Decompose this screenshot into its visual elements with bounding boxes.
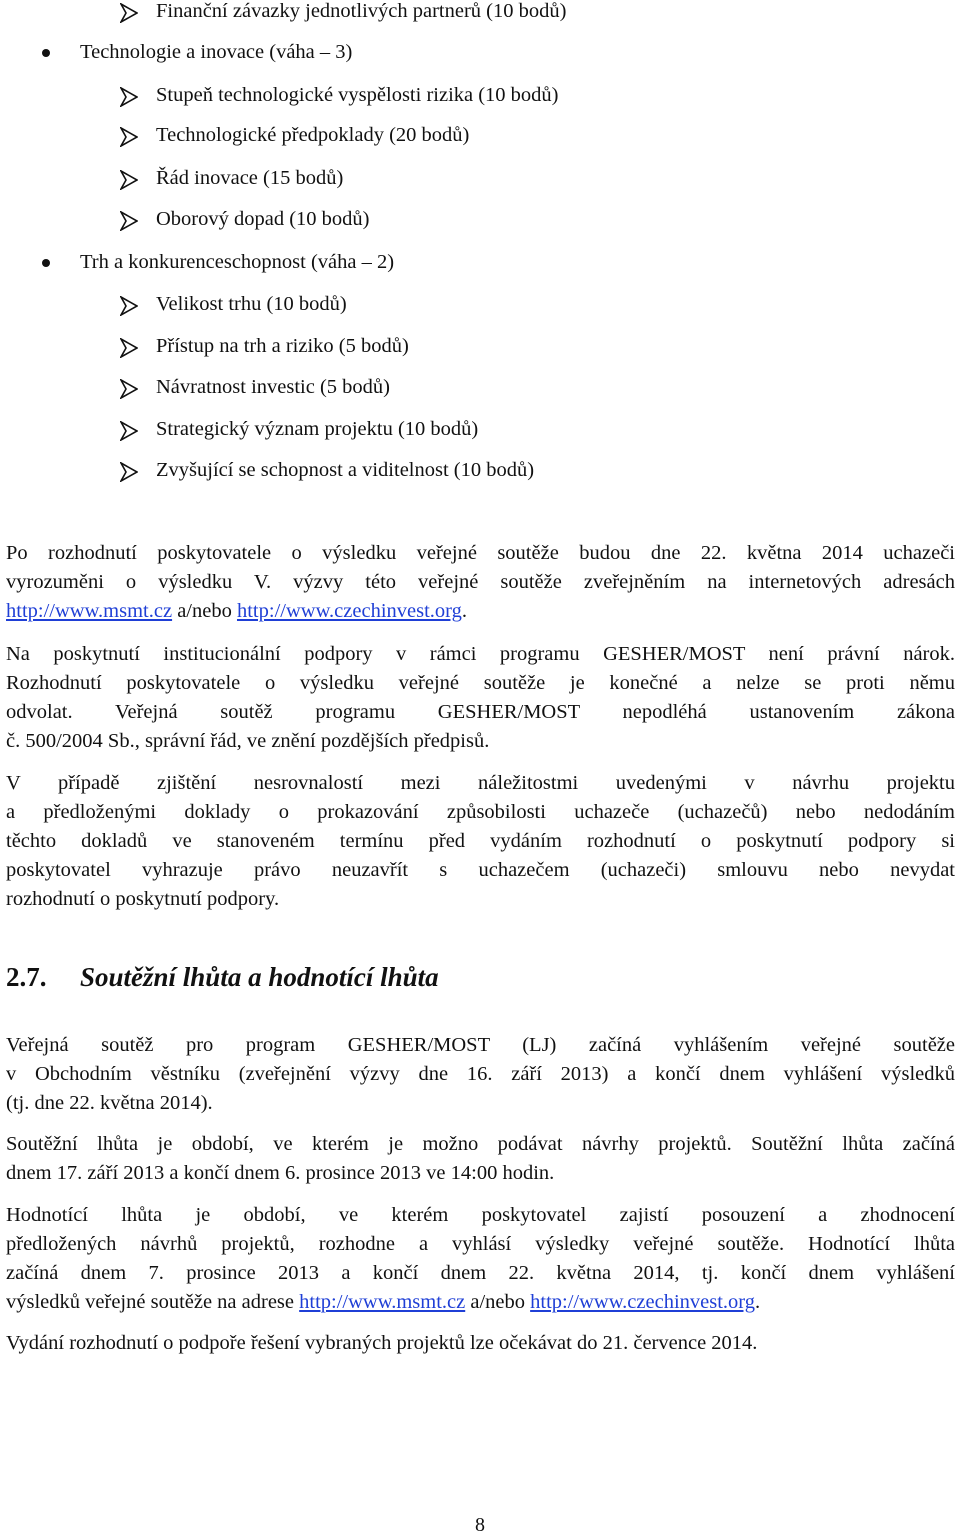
sentence-end: . bbox=[461, 600, 467, 622]
paragraph-line: č. 500/2004 Sb., správní řád, ve znění pozdějších předpisů. bbox=[6, 730, 490, 752]
list-item: Přístup na trh a riziko (5 bodů) bbox=[156, 335, 409, 357]
list-item: Strategický význam projektu (10 bodů) bbox=[156, 418, 479, 440]
paragraph-line: V případě zjištění nesrovnalostí mezi náležitostmi uvedenými v návrhu projektu bbox=[6, 772, 955, 794]
paragraph-line: těchto dokladů ve stanoveném termínu před vydáním rozhodnutí o poskytnutí podpory si bbox=[6, 830, 955, 852]
paragraph-line: poskytovatel vyhrazuje právo neuzavřít s uchazečem (uchazeči) smlouvu nebo nevydat bbox=[6, 859, 955, 881]
bullet-disc-icon bbox=[42, 49, 50, 57]
paragraph-line: Po rozhodnutí poskytovatele o výsledku veřejné soutěže budou dne 22. května 2014 uchazeči bbox=[6, 542, 955, 564]
paragraph-line bbox=[6, 600, 467, 623]
paragraph-line: Na poskytnutí institucionální podpory v rámci programu GESHER/MOST není právní nárok. bbox=[6, 643, 955, 665]
list-item: Návratnost investic (5 bodů) bbox=[156, 376, 390, 398]
arrowhead-icon bbox=[120, 421, 138, 441]
arrowhead-icon bbox=[120, 3, 138, 23]
msmt-link[interactable]: http://www.msmt.cz bbox=[299, 1291, 466, 1313]
paragraph-text: výsledků veřejné soutěže na adrese bbox=[6, 1291, 300, 1313]
arrowhead-icon bbox=[120, 170, 138, 190]
connector-text: a/nebo bbox=[172, 600, 237, 622]
arrowhead-icon bbox=[120, 296, 138, 316]
paragraph-line: Vydání rozhodnutí o podpoře řešení vybraných projektů lze očekávat do 21. července 2014. bbox=[6, 1332, 758, 1354]
czechinvest-link[interactable]: http://www.czechinvest.org bbox=[236, 600, 462, 622]
arrowhead-icon bbox=[120, 338, 138, 358]
arrowhead-icon bbox=[120, 379, 138, 399]
paragraph-line: Veřejná soutěž pro program GESHER/MOST (LJ) začíná vyhlášením veřejné soutěže bbox=[6, 1034, 955, 1056]
list-group-title: Technologie a inovace (váha – 3) bbox=[80, 41, 353, 63]
list-item: Řád inovace (15 bodů) bbox=[156, 167, 344, 189]
paragraph-line: (tj. dne 22. května 2014). bbox=[6, 1092, 213, 1114]
list-item: Zvyšující se schopnost a viditelnost (10 bodů) bbox=[156, 459, 535, 481]
paragraph-line: vyrozuměni o výsledku V. výzvy této veřejné soutěže zveřejněním na internetových adresách bbox=[6, 571, 955, 593]
page-number: 8 bbox=[475, 1514, 485, 1536]
paragraph-line: Rozhodnutí poskytovatele o výsledku veřejné soutěže je konečné a nelze se proti němu bbox=[6, 672, 955, 694]
list-item: Finanční závazky jednotlivých partnerů (10 bodů) bbox=[156, 0, 567, 22]
paragraph-line: a předloženými doklady o prokazování způsobilosti uchazeče (uchazečů) nebo nedodáním bbox=[6, 801, 955, 823]
list-item: Oborový dopad (10 bodů) bbox=[156, 208, 370, 230]
paragraph-line: dnem 17. září 2013 a končí dnem 6. prosince 2013 ve 14:00 hodin. bbox=[6, 1162, 555, 1184]
paragraph-line: v Obchodním věstníku (zveřejnění výzvy dne 16. září 2013) a končí dnem vyhlášení výsledků bbox=[6, 1063, 955, 1085]
czechinvest-link[interactable]: http://www.czechinvest.org bbox=[530, 1291, 756, 1313]
connector-text: a/nebo bbox=[465, 1291, 531, 1313]
paragraph-line: odvolat. Veřejná soutěž programu GESHER/MOST nepodléhá ustanovením zákona bbox=[6, 701, 955, 723]
section-number: 2.7. bbox=[6, 962, 47, 992]
paragraph-line: rozhodnutí o poskytnutí podpory. bbox=[6, 888, 280, 910]
bullet-disc-icon bbox=[42, 259, 50, 267]
arrowhead-icon bbox=[120, 127, 138, 147]
paragraph-line: začíná dnem 7. prosince 2013 a končí dnem 22. května 2014, tj. končí dnem vyhlášení bbox=[6, 1262, 955, 1284]
arrowhead-icon bbox=[120, 211, 138, 231]
section-title: Soutěžní lhůta a hodnotící lhůta bbox=[80, 962, 439, 992]
list-item: Velikost trhu (10 bodů) bbox=[156, 293, 347, 315]
list-item: Technologické předpoklady (20 bodů) bbox=[156, 124, 470, 146]
paragraph-line bbox=[6, 1291, 760, 1314]
paragraph-line: Hodnotící lhůta je období, ve kterém poskytovatel zajistí posouzení a zhodnocení bbox=[6, 1204, 955, 1226]
sentence-end: . bbox=[755, 1291, 761, 1313]
msmt-link[interactable]: http://www.msmt.cz bbox=[6, 600, 173, 622]
list-item: Stupeň technologické vyspělosti rizika (10 bodů) bbox=[156, 84, 559, 106]
arrowhead-icon bbox=[120, 462, 138, 482]
paragraph-line: předložených návrhů projektů, rozhodne a vyhlásí výsledky veřejné soutěže. Hodnotící lhůta bbox=[6, 1233, 955, 1255]
paragraph-line: Soutěžní lhůta je období, ve kterém je možno podávat návrhy projektů. Soutěžní lhůta začíná bbox=[6, 1133, 955, 1155]
arrowhead-icon bbox=[120, 87, 138, 107]
list-group-title: Trh a konkurenceschopnost (váha – 2) bbox=[80, 251, 395, 273]
